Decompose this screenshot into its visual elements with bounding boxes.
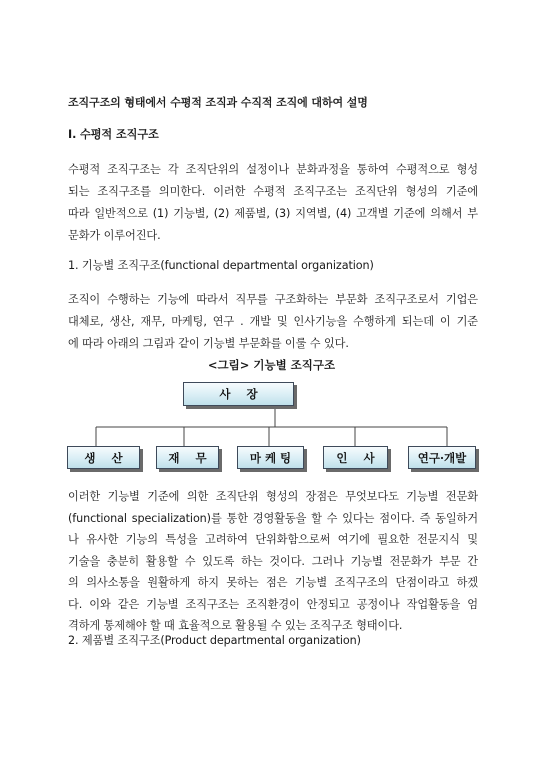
paragraph-line: 나 유사한 기능의 특성을 고려하여 단위화함으로써 여기에 필요한 전문지식 및 xyxy=(68,533,478,546)
paragraph-line: 격하게 통제해야 할 때 효율적으로 활용될 수 있는 조직구조 형태이다. xyxy=(68,619,403,632)
org-box-ceo: 사 장 xyxy=(183,382,294,406)
section-heading: I. 수평적 조직구조 xyxy=(68,128,159,141)
paragraph-line: 이러한 기능별 기준에 의한 조직단위 형성의 장점은 무엇보다도 기능별 전문화 xyxy=(68,490,478,503)
paragraph-line: 문화가 이루어진다. xyxy=(68,229,161,242)
org-box-finance: 재 무 xyxy=(156,446,219,469)
document-title: 조직구조의 형태에서 수평적 조직과 수직적 조직에 대하여 설명 xyxy=(68,96,368,109)
paragraph-line: 대체로, 생산, 재무, 마케팅, 연구 . 개발 및 인사기능을 수행하게 되는데 이 기준 xyxy=(68,315,478,328)
paragraph-line: 수평적 조직구조는 각 조직단위의 설정이나 분화과정을 통하여 수평적으로 형성 xyxy=(68,163,478,176)
paragraph-line: (functional specialization)를 통한 경영활동을 할 수 있다는 점이다. 즉 동일하거 xyxy=(68,511,478,525)
org-box-marketing: 마 케 팅 xyxy=(237,446,304,469)
org-box-hr: 인 사 xyxy=(323,446,388,469)
paragraph-line: 에 따라 아래의 그림과 같이 기능별 부문화를 이룰 수 있다. xyxy=(68,337,349,350)
subheading-functional: 1. 기능별 조직구조(functional departmental organization) xyxy=(68,259,374,272)
figure-caption: <그림> 기능별 조직구조 xyxy=(207,358,336,372)
paragraph-line: 따라 일반적으로 (1) 기능별, (2) 제품별, (3) 지역별, (4) 고객별 기준에 의해서 부 xyxy=(68,207,478,220)
org-box-rnd: 연구·개발 xyxy=(408,446,476,469)
paragraph-line: 기술을 충분히 활용할 수 있도록 하는 것이다. 그러나 기능별 전문화가 부문 간 xyxy=(68,554,478,568)
org-box-production: 생 산 xyxy=(67,446,140,469)
subheading-product: 2. 제품별 조직구조(Product departmental organization) xyxy=(68,633,361,647)
paragraph-line: 의 의사소통을 원활하게 하지 못하는 점은 기능별 조직구조의 단점이라고 하겠 xyxy=(68,576,478,589)
paragraph-line: 조직이 수행하는 기능에 따라서 직무를 구조화하는 부문화 조직구조로서 기업은 xyxy=(68,293,478,306)
paragraph-line: 다. 이와 같은 기능별 조직구조는 조직환경이 안정되고 공정이나 작업활동을 엄 xyxy=(68,597,478,611)
paragraph-line: 되는 조직구조를 의미한다. 이러한 수평적 조직구조는 조직단위 형성의 기준에 xyxy=(68,185,478,198)
